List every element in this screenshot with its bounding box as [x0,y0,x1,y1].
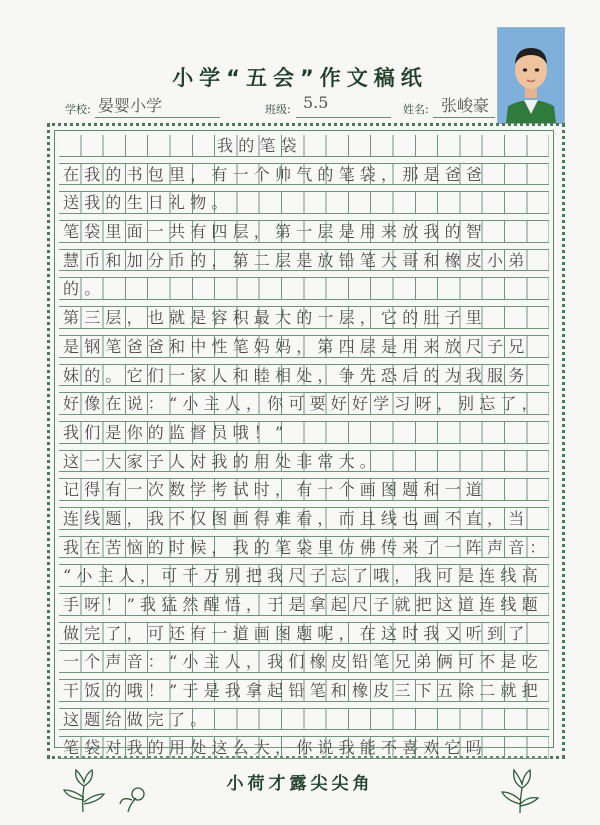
row-gap [59,673,549,680]
essay-line: 在我的书包里，有一个帅气的笔袋，那是爸爸 [63,164,488,184]
row-gap [59,243,549,250]
row-gap [59,501,549,508]
footer-slogan: 小荷才露尖尖角 [226,774,374,794]
row-gap [59,730,549,737]
grid-row [59,221,549,243]
grid-row [59,192,549,214]
flower-decoration-right [470,760,550,819]
grid-row [59,565,549,587]
grid-row [59,623,549,645]
essay-line: 我在苦恼的时候，我的笔袋里仿佛传来了一阵声音： [63,537,551,557]
grid-row [59,164,549,186]
row-gap [59,185,549,192]
class-underline [296,117,391,118]
name-underline [433,117,495,118]
grid-row [59,336,549,358]
row-gap [59,271,549,278]
essay-line: 第三层，也就是容积最大的一层，它的肚子里 [63,308,488,328]
writing-grid [59,135,549,759]
class-value: 5.5 [303,93,329,112]
essay-line: 是钢笔爸爸和中性笔妈妈，第四层是用来放尺子兄 [63,336,530,356]
name-value: 张峻豪 [441,96,490,115]
row-gap [59,300,549,307]
row-gap [59,530,549,537]
row-gap [59,214,549,221]
row-gap [59,329,549,336]
essay-line: 干饭的哦！”于是我拿起铅笔和橡皮三下五除二就把 [63,681,543,701]
essay-line: 好像在说：“小主人，你可要好好学习呀，别忘了， [63,394,543,414]
grid-row [59,422,549,444]
name-label: 姓名: [403,103,429,116]
row-gap [59,415,549,422]
school-value: 晏婴小学 [98,96,163,115]
school-field [65,96,163,117]
essay-line: 的。 [63,279,106,299]
grid-row [59,250,549,272]
grid-row [59,680,549,702]
essay-line: 连线题，我不仅图画得难看，而且线也画不直，当 [63,508,530,528]
grid-row [59,278,549,300]
grid-row [59,537,549,559]
grid-row [59,508,549,530]
row-gap [59,358,549,365]
row-gap [59,616,549,623]
sheet-title: 小学“五会”作文稿纸 [172,66,428,90]
essay-title: 我的笔袋 [217,136,302,155]
school-underline [95,117,220,118]
essay-line: 这题给做完了。 [63,709,212,729]
school-label: 学校: [65,103,91,116]
student-portrait-image [498,28,564,123]
row-gap [59,558,549,565]
essay-line: 送我的生日礼物。 [63,193,233,213]
essay-line: 笔袋里面一共有四层，第一层是用来放我的智 [63,222,488,242]
essay-line: 做完了，可还有一道画图题呢，在这时我又听到了 [63,623,530,643]
essay-line: 妹的。它们一家人和睦相处，争先恐后的为我服务 [63,365,530,385]
row-gap [59,157,549,164]
essay-line: 这一大家子人对我的用处非常大。 [63,451,382,471]
lotus-flower-icon [470,760,550,815]
grid-row [59,709,549,731]
row-gap [59,386,549,393]
essay-line: “小主人，可千万别把我尺子忘了哦，我可是连线高 [63,566,543,586]
row-gap [59,702,549,709]
grid-row [59,479,549,501]
row-gap [59,587,549,594]
grid-row [59,393,549,415]
essay-line: 慧币和加分币的，第二层是放铅笔大哥和橡皮小弟 [63,250,530,270]
essay-line: 笔袋对我的用处这么大，你说我能不喜欢它吗 [63,738,488,758]
grid-row [59,451,549,473]
grid-row [59,307,549,329]
row-gap [59,444,549,451]
grid-row [59,365,549,387]
essay-line: 我们是你的监督员哦！” [63,422,289,442]
row-gap [59,644,549,651]
grid-row [59,737,549,759]
row-gap [59,472,549,479]
class-label: 班级: [265,103,291,116]
grid-row [59,651,549,673]
essay-line: 一个声音：“小主人，我们橡皮铅笔兄弟俩可不是吃 [63,652,543,672]
essay-line: 手呀！”我猛然醒悟，于是拿起尺子就把这道连线题 [63,595,543,614]
name-field [403,96,490,117]
class-field [265,93,329,117]
grid-row-title [59,135,549,157]
student-photo [497,27,565,124]
essay-line: 记得有一次数学考试时，有一个画图题和一道 [63,480,488,500]
grid-row [59,594,549,616]
